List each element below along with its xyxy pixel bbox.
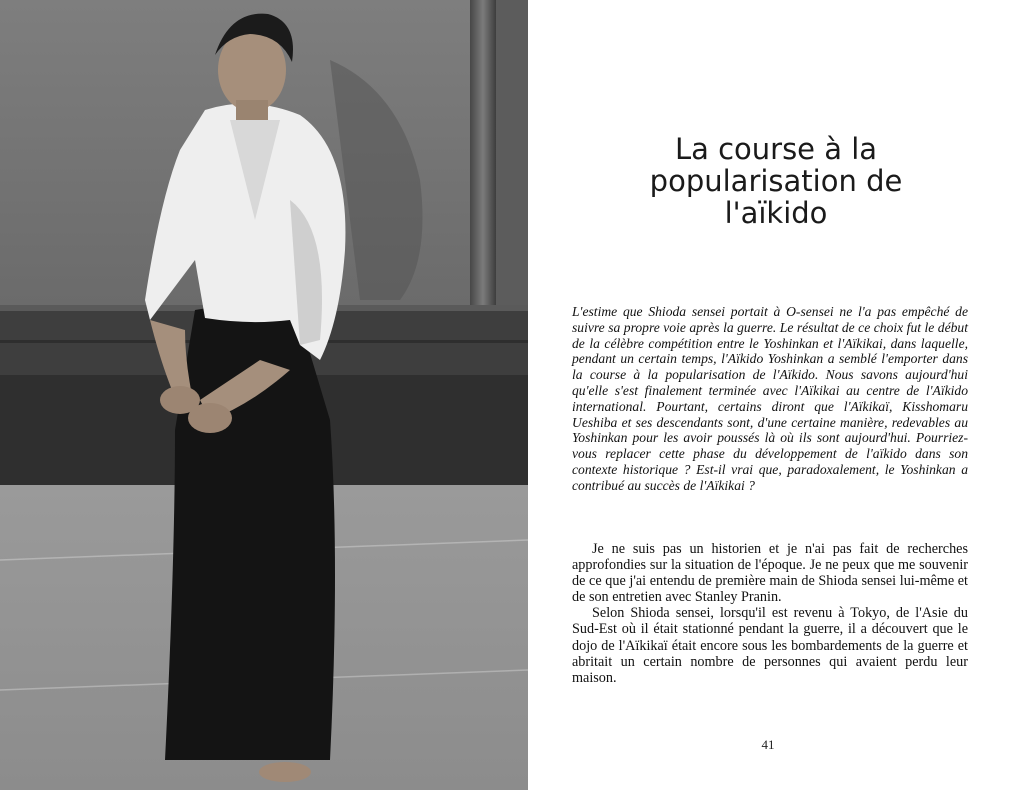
page-number: 41 xyxy=(761,737,775,752)
answer-paragraph: Selon Shioda sensei, lorsqu'il est revenu à Tokyo, de l'Asie du Sud-Est où il était stationné pendant la guerre, il a découvert que le dojo de l'Aïkikaï était encore sous les bombardements de la guerre et abritait un certain nombre de personnes qui avaient perdu leur maison. xyxy=(572,605,968,686)
title-line: popularisation de xyxy=(649,164,903,199)
chapter-title xyxy=(568,133,984,229)
title-line: l'aïkido xyxy=(724,196,828,231)
interview-question: L'estime que Shioda sensei portait à O-sensei ne l'a pas empêché de suivre sa propre voie après la guerre. Le résultat de ce choix fut le début de la célèbre compétition entre le Yoshinkan et l'Aïkikai, dans laquelle, pendant un certain temps, l'Aïkido Yoshinkan a semblé l'emporter dans la course à la popularisation de l'Aïkido. Nous savons aujourd'hui qu'elle s'est finalement terminée avec l'Aïkikai au centre de l'Aïkido international. Pourtant, certains diront que l'Aïkikaï, Kisshomaru Ueshiba et ses descendants sont, d'une certaine manière, redevables au Yoshinkan pour les avoir poussés là où ils sont aujourd'hui. Pourriez-vous replacer cette phase du développement de l'aïkido dans son contexte historique ? Est-il vrai que, paradoxalement, le Yoshinkan a contribué au succès de l'Aïkikai ? xyxy=(572,304,968,493)
right-page xyxy=(528,0,1024,790)
answer-paragraph: Je ne suis pas un historien et je n'ai pas fait de recherches approfondies sur la situation de l'époque. Je ne peux que me souvenir de ce que j'ai entendu de première main de Shioda sensei lui-même et de son entretien avec Stanley Pranin. xyxy=(572,541,968,606)
title-line: La course à la xyxy=(674,132,878,167)
answer-text xyxy=(572,541,968,686)
